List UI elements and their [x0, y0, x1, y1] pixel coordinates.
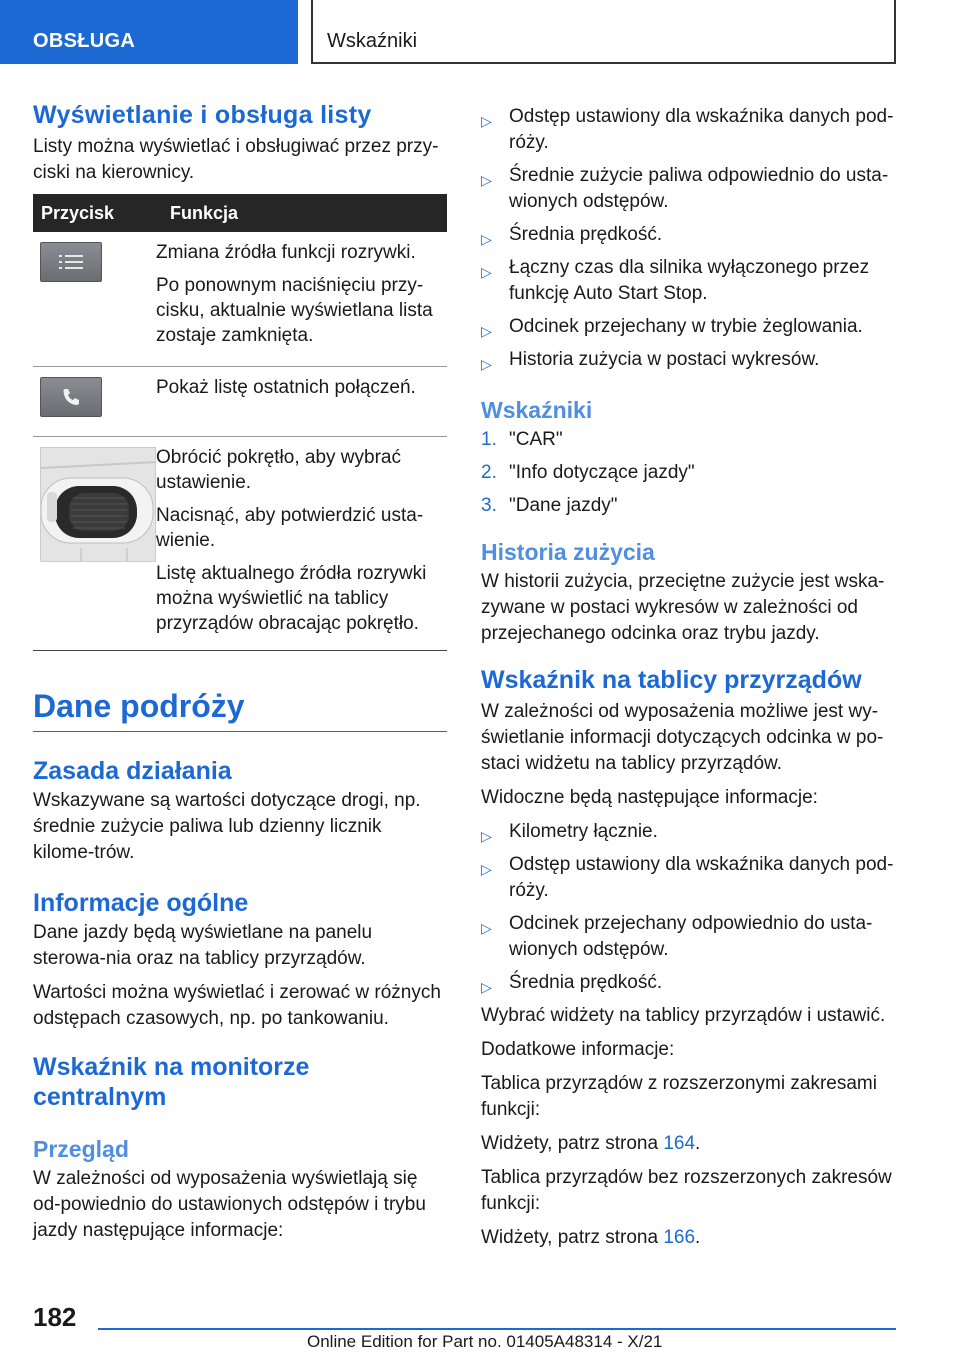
col-button-header: Przycisk	[33, 194, 156, 232]
cluster-heading: Wskaźnik na tablicy przyrządów	[481, 666, 862, 694]
triangle-bullet-icon: ▷	[481, 356, 492, 372]
table-row	[33, 437, 447, 651]
general-heading: Informacje ogólne	[33, 889, 249, 917]
list-item: 2. "Info dotyczące jazdy"	[481, 462, 695, 483]
triangle-bullet-icon: ▷	[481, 264, 492, 280]
trip-title: Dane podróży	[33, 687, 447, 732]
general-text-2: Wartości można wyświetlać i zerować w różnych odstępach czasowych, np. po tankowaniu.	[33, 982, 441, 1029]
chapter-title: Wskaźniki	[327, 30, 418, 52]
list-item: ▷ Średnia prędkość.	[481, 970, 896, 996]
row3-text1: Obrócić pokrętło, aby wybrać ustawienie.	[156, 447, 401, 493]
row3-text2: Nacisnąć, aby potwierdzić usta-wienie.	[156, 505, 424, 551]
list-heading: Wyświetlanie i obsługa listy	[33, 101, 372, 129]
triangle-bullet-icon: ▷	[481, 920, 492, 936]
row1-text2: Po ponownym naciśnięciu przy-cisku, aktualnie wyświetlana lista zostaje zamknięta.	[156, 275, 433, 346]
row1-text1: Zmiana źródła funkcji rozrywki.	[156, 242, 416, 263]
chapter-tab	[311, 0, 896, 64]
principle-heading: Zasada działania	[33, 757, 232, 785]
indicators-list	[481, 427, 896, 519]
triangle-bullet-icon: ▷	[481, 828, 492, 844]
list-item: ▷ Odcinek przejechany w trybie żeglowania.	[481, 314, 896, 340]
cluster-text-2: Widoczne będą następujące informacje:	[481, 787, 818, 808]
cluster-text-1: W zależności od wyposażenia możliwe jest wy-świetlanie informacji dotyczących odcinka w po-staci widżetu na tablicy przyrządów.	[481, 701, 884, 774]
row2-text1: Pokaż listę ostatnich połączeń.	[156, 377, 416, 398]
list-item: ▷ Średnie zużycie paliwa odpowiednio do usta-wionych odstępów.	[481, 165, 889, 212]
list-item: ▷ Odcinek przejechany odpowiednio do usta-wionych odstępów.	[481, 913, 873, 960]
right-column	[481, 104, 896, 1259]
button-function-table	[33, 194, 447, 651]
triangle-bullet-icon: ▷	[481, 861, 492, 877]
overview-text: W zależności od wyposażenia wyświetlają się od-powiednio do ustawionych odstępów i trybu jazdy następujące informacje:	[33, 1168, 426, 1241]
list-item: 3. "Dane jazdy"	[481, 495, 618, 516]
list-item: ▷ Odstęp ustawiony dla wskaźnika danych pod-róży.	[481, 854, 894, 901]
table-row	[33, 367, 447, 437]
page-link-166[interactable]: 166	[663, 1227, 696, 1248]
table-row	[33, 232, 447, 367]
row3-text3: Listę aktualnego źródła rozrywki można wyświetlić na tablicy przyrządów obracając pokrętło.	[156, 563, 427, 634]
page-link-164[interactable]: 164	[663, 1133, 696, 1154]
general-text-1: Dane jazdy będą wyświetlane na panelu sterowa-nia oraz na tablicy przyrządów.	[33, 922, 373, 969]
principle-text: Wskazywane są wartości dotyczące drogi, np. średnie zużycie paliwa lub dzienny licznik kilome-trów.	[33, 790, 421, 863]
page-header	[0, 0, 960, 64]
history-text: W historii zużycia, przeciętne zużycie jest wska-zywane w postaci wykresów w zależności od przejechanego odcinka oraz trybu jazdy.	[481, 571, 885, 644]
extra-info-label: Dodatkowe informacje:	[481, 1039, 675, 1060]
extended-range-text: Tablica przyrządów z rozszerzonymi zakresami funkcji:	[481, 1073, 877, 1120]
page-number: 182	[33, 1302, 77, 1332]
history-heading: Historia zużycia	[481, 539, 655, 565]
footer-divider	[98, 1328, 896, 1330]
col-function-header: Funkcja	[156, 194, 447, 232]
list-intro: Listy można wyświetlać i obsługiwać przez przy-ciski na kierownicy.	[33, 136, 439, 183]
triangle-bullet-icon: ▷	[481, 231, 492, 247]
overview-list	[481, 104, 896, 373]
phone-button-icon	[40, 377, 102, 417]
triangle-bullet-icon: ▷	[481, 113, 492, 129]
triangle-bullet-icon: ▷	[481, 172, 492, 188]
list-item: ▷ Średnia prędkość.	[481, 222, 896, 248]
thumbwheel-image	[40, 447, 156, 562]
indicators-heading: Wskaźniki	[481, 397, 593, 423]
list-item: ▷ Łączny czas dla silnika wyłączonego przez funkcję Auto Start Stop.	[481, 257, 870, 304]
cluster-list	[481, 819, 896, 996]
left-column	[33, 100, 447, 1252]
list-item: ▷ Odstęp ustawiony dla wskaźnika danych pod-róży.	[481, 106, 894, 153]
section-tab	[0, 0, 298, 64]
list-button-icon	[40, 242, 102, 282]
widgets-ref-b: Widżety, patrz strona 166.	[481, 1227, 701, 1248]
list-item: 1. "CAR"	[481, 429, 563, 450]
section-title: OBSŁUGA	[33, 30, 136, 52]
list-item: ▷ Kilometry łącznie.	[481, 819, 896, 845]
list-item: ▷ Historia zużycia w postaci wykresów.	[481, 347, 896, 373]
triangle-bullet-icon: ▷	[481, 323, 492, 339]
no-range-text: Tablica przyrządów bez rozszerzonych zakresów funkcji:	[481, 1167, 892, 1214]
edition-text: Online Edition for Part no. 01405A48314 - X/21	[307, 1332, 663, 1351]
cluster-text-3: Wybrać widżety na tablicy przyrządów i ustawić.	[481, 1005, 886, 1026]
triangle-bullet-icon: ▷	[481, 979, 492, 995]
overview-heading: Przegląd	[33, 1136, 129, 1162]
monitor-heading: Wskaźnik na monitorze centralnym	[33, 1053, 310, 1111]
widgets-ref-a: Widżety, patrz strona 164.	[481, 1133, 701, 1154]
